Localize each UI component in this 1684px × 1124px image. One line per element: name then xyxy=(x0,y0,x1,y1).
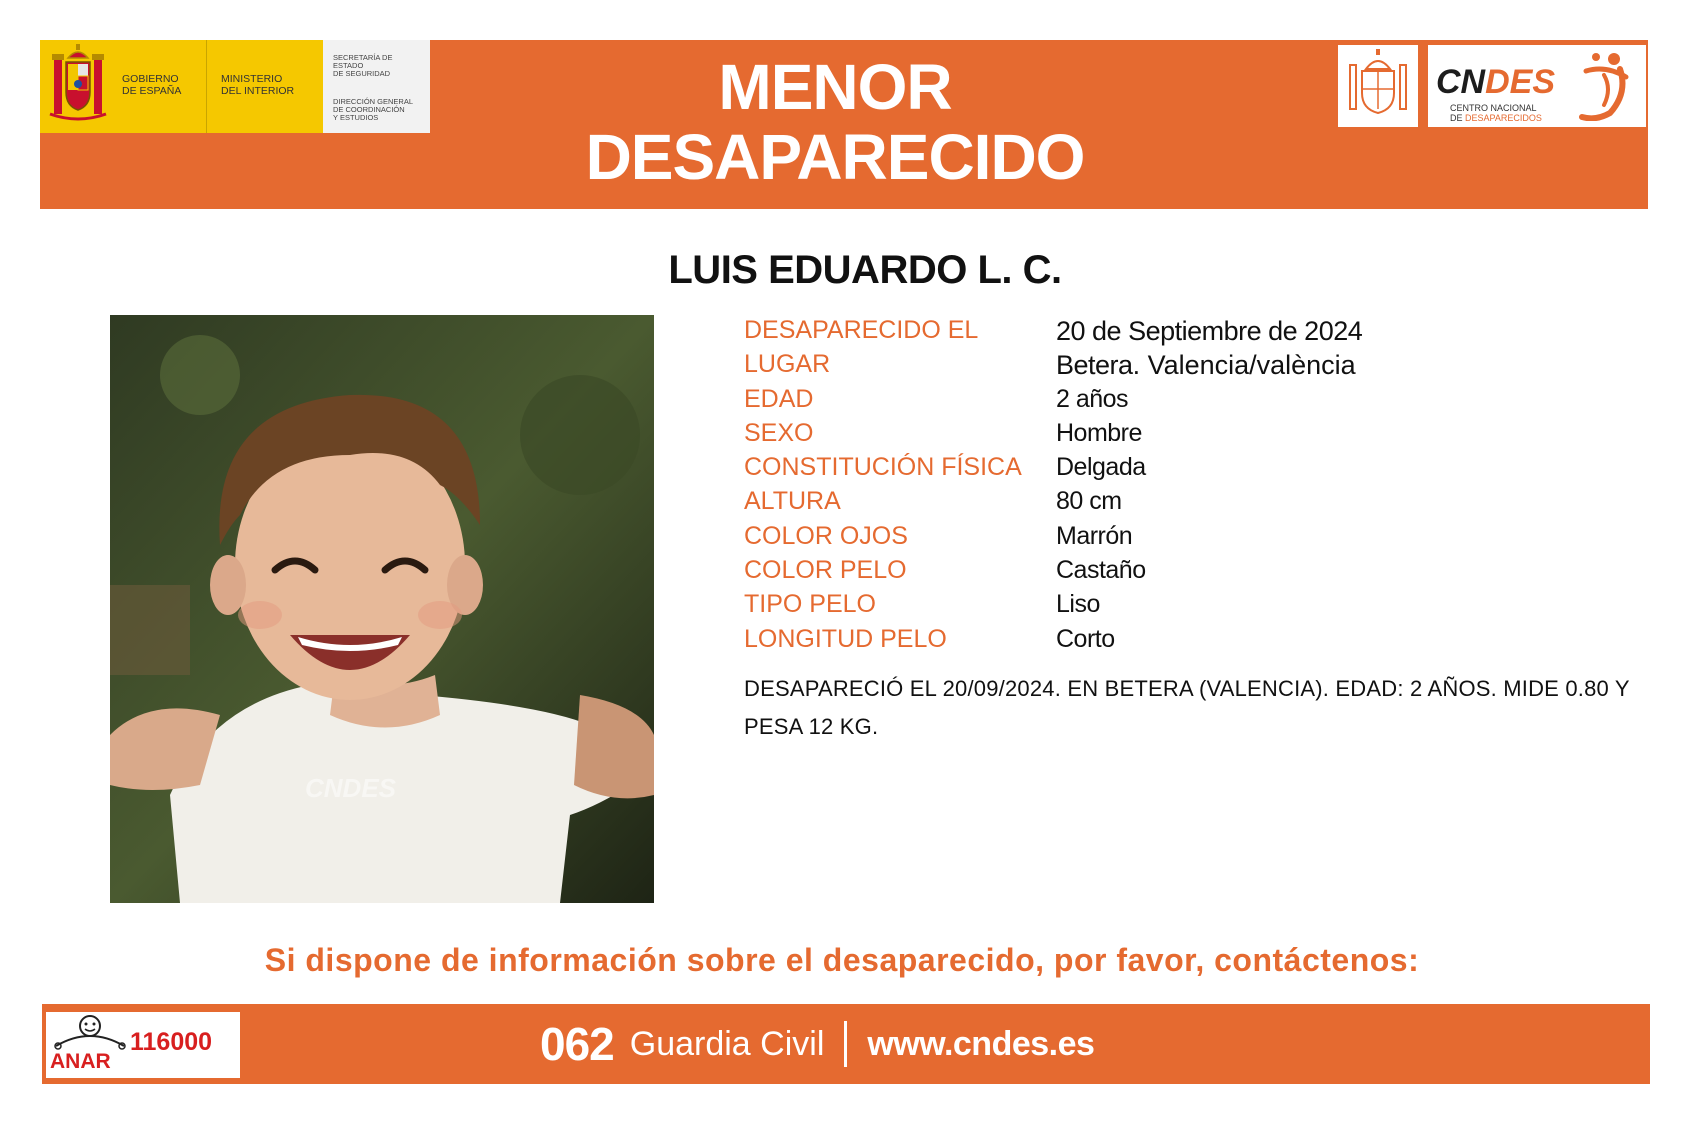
photo-watermark: CNDES xyxy=(305,773,397,803)
ministerio-line1: MINISTERIO xyxy=(221,73,283,85)
cndes-sub-line2-orange: DESAPARECIDOS xyxy=(1465,113,1542,123)
contact-prompt: Si dispone de información sobre el desaparecido, por favor, contáctenos: xyxy=(264,942,1420,978)
place-province: . Valencia/valència xyxy=(1132,350,1356,381)
cndes-sub-line1: CENTRO NACIONAL xyxy=(1450,103,1537,113)
detail-value: 20 de Septiembre de 2024 xyxy=(1056,316,1363,346)
page-title xyxy=(540,52,1130,192)
spain-coat-of-arms-icon xyxy=(40,40,116,133)
detail-label: EDAD xyxy=(744,384,814,413)
title-line1: MENOR xyxy=(718,51,952,123)
crest-logo xyxy=(1336,43,1420,129)
anar-logo xyxy=(46,1012,240,1078)
gobierno-label xyxy=(116,40,207,133)
detail-value: Corto xyxy=(1056,624,1115,653)
cndes-wordmark xyxy=(1436,63,1555,102)
secretaria-label xyxy=(323,40,430,133)
person-name: LUIS EDUARDO L. C. xyxy=(668,248,1062,292)
detail-value: Hombre xyxy=(1056,418,1142,447)
cndes-word-dark: CN xyxy=(1436,63,1486,101)
gov-yellow-block xyxy=(40,40,323,133)
direccion-line3: Y ESTUDIOS xyxy=(333,113,379,122)
title-line2: DESAPARECIDO xyxy=(585,121,1085,193)
detail-value: Liso xyxy=(1056,590,1100,619)
ministerio-line2: DEL INTERIOR xyxy=(221,85,295,97)
detail-label: CONSTITUCIÓN FÍSICA xyxy=(744,453,1022,482)
detail-label: LUGAR xyxy=(744,350,831,379)
detail-label: COLOR PELO xyxy=(744,556,907,585)
person-photo xyxy=(110,315,654,903)
anar-number: 116000 xyxy=(130,1028,213,1056)
description-text: DESAPARECIÓ EL 20/09/2024. EN BETERA (VALENCIA). EDAD: 2 AÑOS. MIDE 0.80 Y PESA 12 KG. xyxy=(744,676,1630,739)
secretaria-line2: DE SEGURIDAD xyxy=(333,69,391,78)
detail-value: 2 años xyxy=(1056,384,1129,413)
detail-value: Delgada xyxy=(1056,453,1146,482)
detail-value: 80 cm xyxy=(1056,487,1122,516)
detail-value: Castaño xyxy=(1056,556,1146,585)
cndes-subtitle xyxy=(1450,103,1542,123)
government-logo xyxy=(40,40,430,133)
cndes-logo xyxy=(1426,43,1648,129)
anar-child-icon xyxy=(50,1014,130,1054)
footer-divider xyxy=(844,1021,847,1067)
cndes-word-orange: DES xyxy=(1485,63,1556,101)
phone-organization: Guardia Civil xyxy=(629,1024,825,1063)
spain-coat-of-arms-icon xyxy=(1336,43,1420,129)
detail-label: TIPO PELO xyxy=(744,590,876,619)
gobierno-line1: GOBIERNO xyxy=(122,73,179,85)
direccion-line2: DE COORDINACIÓN xyxy=(333,105,405,114)
detail-value xyxy=(1056,350,1356,381)
cndes-runner-icon xyxy=(1576,51,1636,121)
secretaria-line1: SECRETARÍA DE ESTADO xyxy=(333,53,393,70)
direccion-line1: DIRECCIÓN GENERAL xyxy=(333,97,414,106)
detail-label: COLOR OJOS xyxy=(744,521,908,550)
detail-label: ALTURA xyxy=(744,487,841,516)
footer-contact xyxy=(540,1016,1094,1072)
detail-label: SEXO xyxy=(744,418,814,447)
cndes-sub-line2-dark: DE xyxy=(1450,113,1463,123)
website-link[interactable]: www.cndes.es xyxy=(867,1024,1095,1063)
gobierno-line2: DE ESPAÑA xyxy=(122,85,182,97)
detail-label: LONGITUD PELO xyxy=(744,624,947,653)
place-city: Betera xyxy=(1056,350,1133,381)
detail-label: DESAPARECIDO EL xyxy=(744,316,979,344)
ministerio-label xyxy=(207,40,321,133)
phone-number[interactable]: 062 xyxy=(540,1018,614,1070)
detail-value: Marrón xyxy=(1056,521,1133,550)
anar-name: ANAR xyxy=(50,1050,111,1073)
